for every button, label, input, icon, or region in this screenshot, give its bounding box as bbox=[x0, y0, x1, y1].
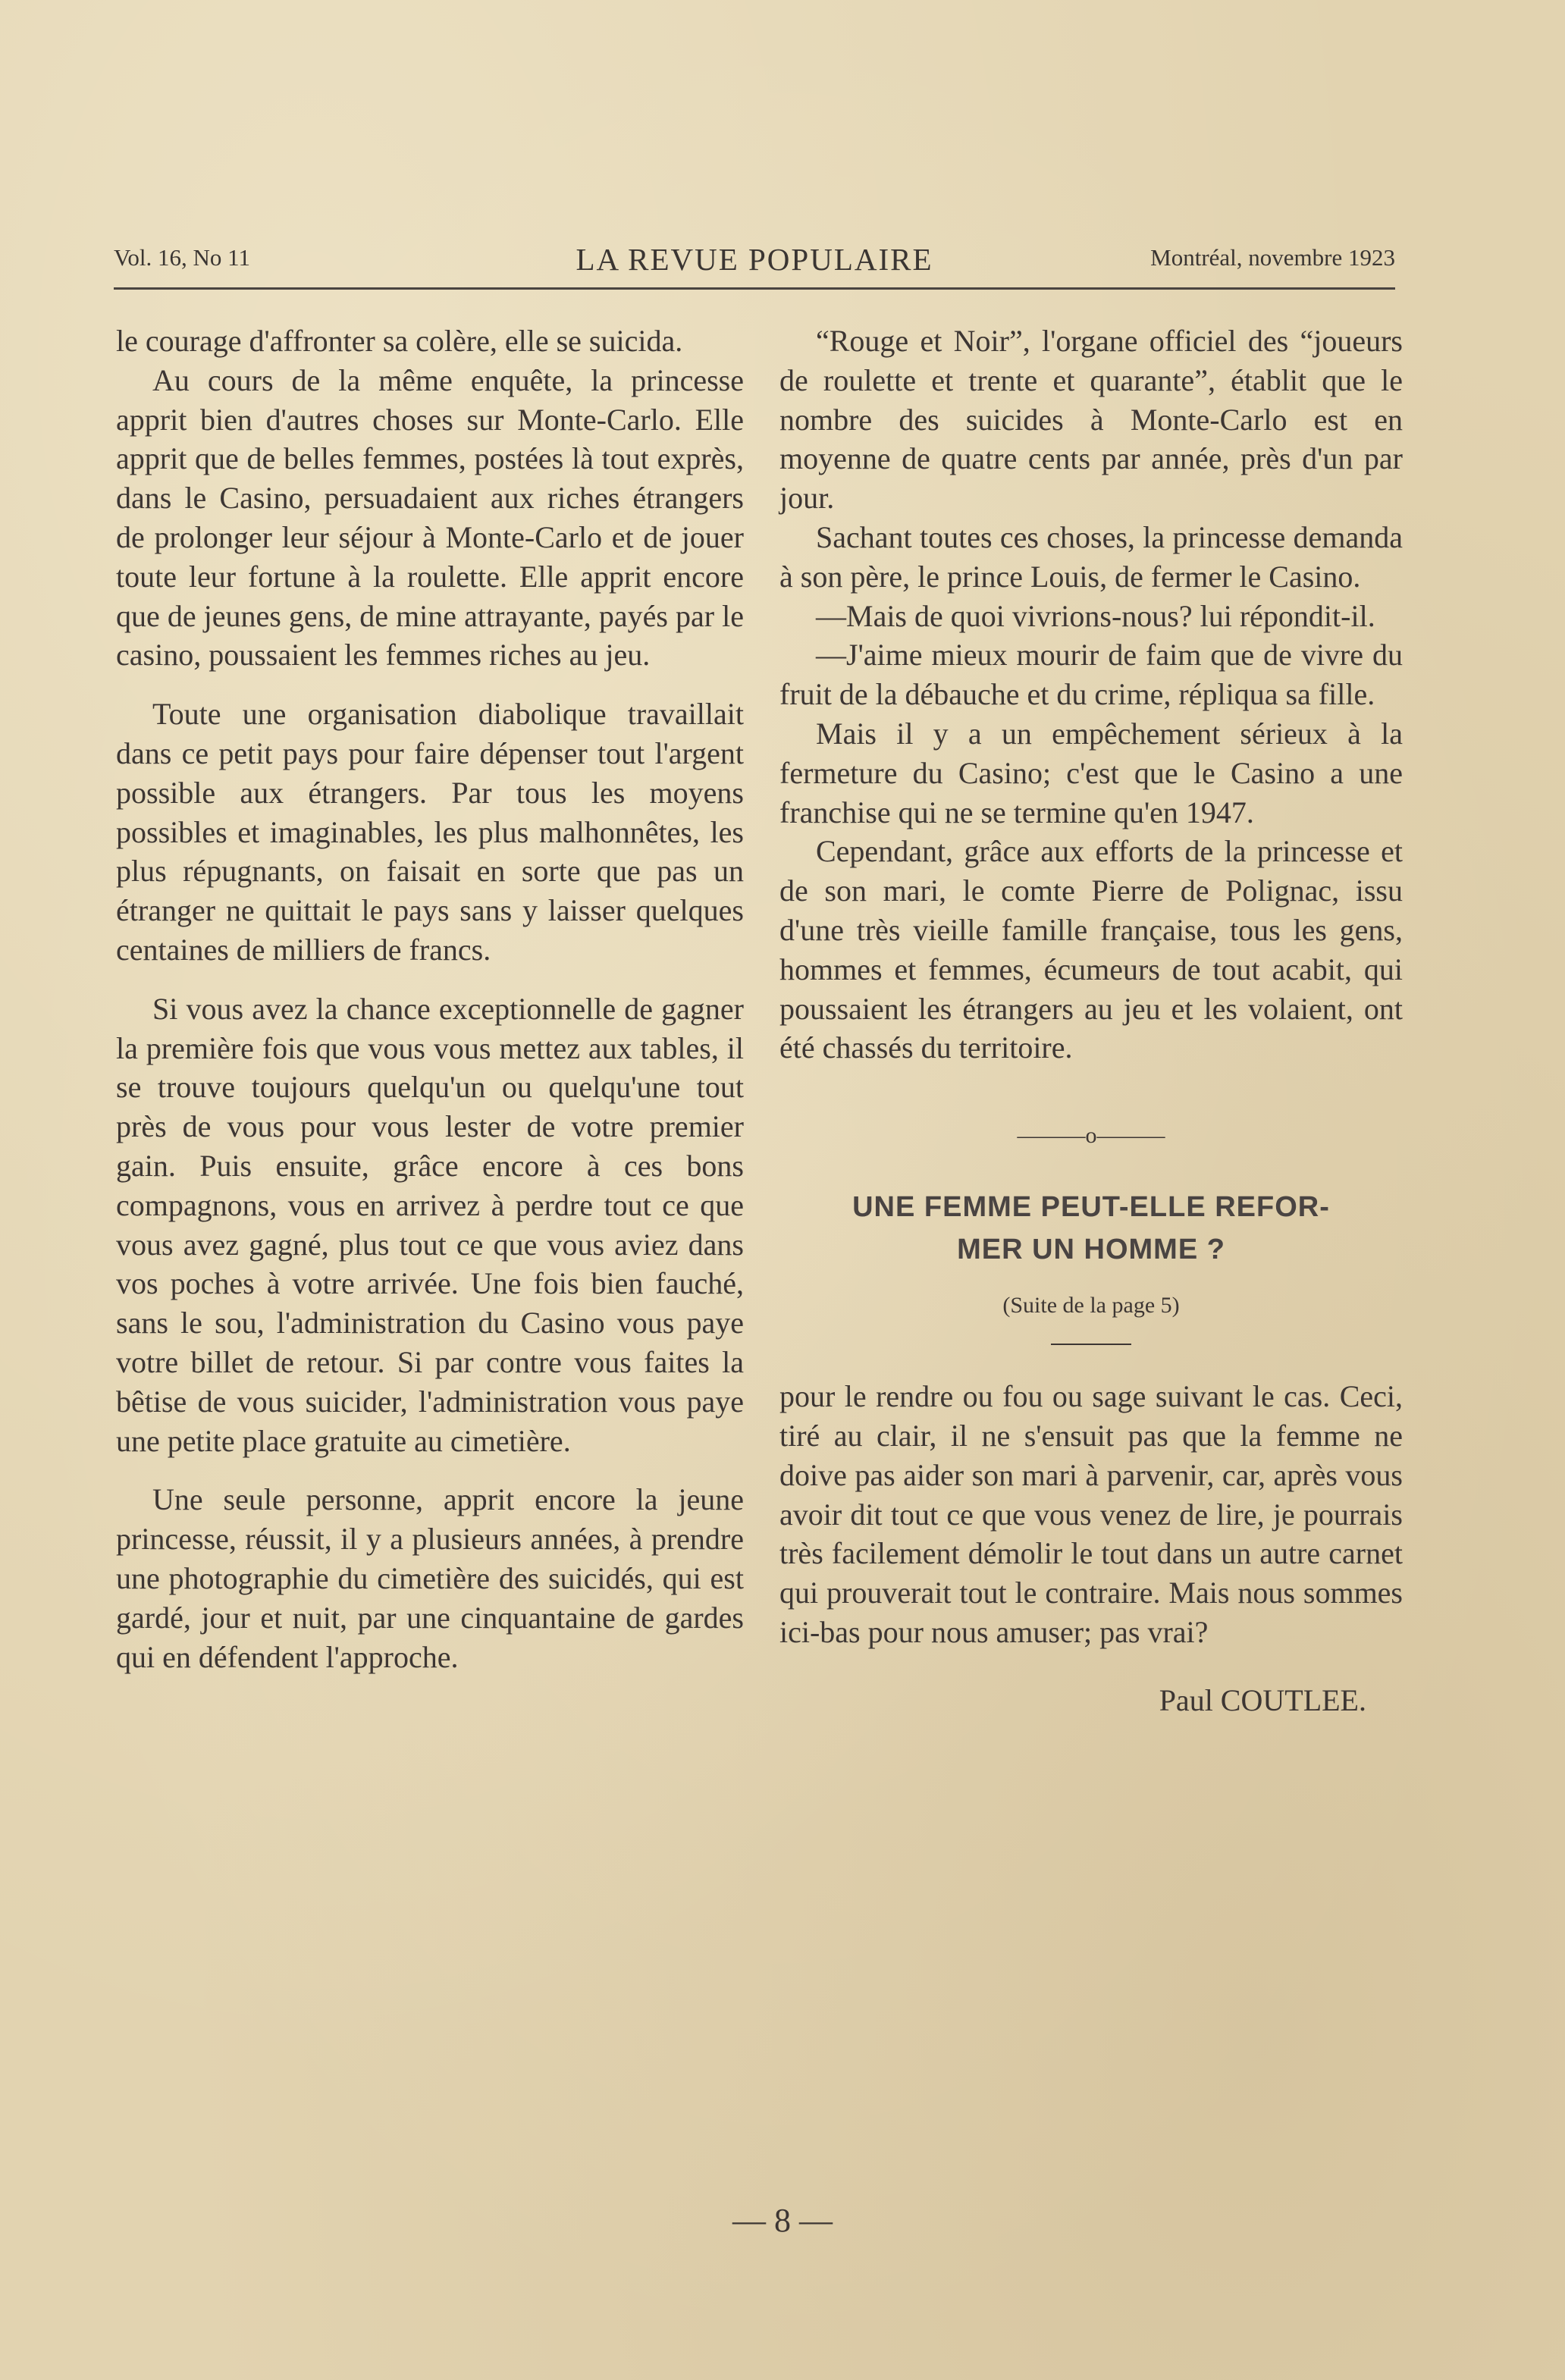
article-title-line-1: UNE FEMME PEUT-ELLE REFOR- bbox=[852, 1191, 1330, 1224]
paragraph: —J'aime mieux mourir de faim que de vivre du fruit de la débauche et du crime, répliqua sa fille. bbox=[779, 638, 1403, 712]
author-signature: Paul COUTLEE. bbox=[1159, 1682, 1366, 1717]
publication-title: LA REVUE POPULAIRE bbox=[576, 242, 933, 277]
left-column bbox=[116, 321, 744, 1676]
paragraph: Au cours de la même enquête, la princesse apprit bien d'autres choses sur Monte-Carlo. Elle apprit que de belles femmes, postées là tout exprès, dans le Casino, persuadaient aux riches étrangers de prolonger leur séjour à Monte-Carlo et de jouer toute leur fortune à la roulette. Elle apprit encore que de jeunes gens, de mine attrayante, payés par le casino, poussaient les femmes riches au jeu. bbox=[116, 362, 744, 673]
paragraph: Toute une organisation diabolique travaillait dans ce petit pays pour faire dépenser tout l'argent possible aux étrangers. Par tous les moyens possibles et imaginables, les plus malhonnêtes, les plus répugnants, on faisait en sorte que pas un étranger ne quittait le pays sans y laisser quelques centaines de milliers de francs. bbox=[116, 697, 744, 967]
paragraph: —Mais de quoi vivrions-nous? lui répondit-il. bbox=[816, 598, 1375, 633]
paragraph: Cependant, grâce aux efforts de la princesse et de son mari, le comte Pierre de Polignac, issu d'une très vieille famille française, tous les gens, hommes et femmes, écumeurs de tout acabit, qui poussaient les étrangers au jeu et les volaient, ont été chassés du territoire. bbox=[779, 834, 1403, 1065]
running-header bbox=[114, 241, 1395, 279]
paragraph: Sachant toutes ces choses, la princesse demanda à son père, le prince Louis, de fermer le Casino. bbox=[779, 519, 1403, 594]
article-title-line-2: MER UN HOMME ? bbox=[957, 1234, 1225, 1266]
right-column bbox=[779, 321, 1403, 1720]
paragraph: Mais il y a un empêchement sérieux à la fermeture du Casino; c'est que le Casino a une franchise qui ne se termine qu'en 1947. bbox=[779, 716, 1403, 829]
paragraph: Une seule personne, apprit encore la jeune princesse, réussit, il y a plusieurs années, à prendre une photographie du cimetière des suicidés, qui est gardé, jour et nuit, par une cinquantaine de gardes qui en défendent l'approche. bbox=[116, 1482, 744, 1674]
paragraph: Si vous avez la chance exceptionnelle de gagner la première fois que vous vous mettez aux tables, il se trouve toujours quelqu'un ou quelqu'une tout près de vous pour vous lester de votre premier gain. Puis ensuite, grâce encore à ces bons compagnons, vous en arrivez à perdre tout ce que vous avez gagné, plus tout ce que vous aviez dans vos poches à votre arrivée. Une fois bien fauché, sans le sou, l'administration du Casino vous paye votre billet de retour. Si par contre vous faites la bêtise de vous suicider, l'administration vous paye une petite place gratuite au cimetière. bbox=[116, 991, 744, 1458]
article-paragraph: pour le rendre ou fou ou sage suivant le cas. Ceci, tiré au clair, il ne s'ensuit pas que la femme ne doive pas aider son mari à parvenir, car, après vous avoir dit tout ce que vous venez de lire, je pourrais très facilement démolir le tout dans un autre carnet qui prouverait tout le contraire. Mais nous sommes ici-bas pour nous amuser; pas vrai? bbox=[779, 1379, 1403, 1649]
page-number: — 8 — bbox=[732, 2202, 833, 2239]
paragraph: “Rouge et Noir”, l'organe officiel des “joueurs de roulette et trente et quarante”, établit que le nombre des suicides à Monte-Carlo est en moyenne de quatre cents par année, près d'un par jour. bbox=[779, 324, 1403, 516]
paragraph: le courage d'affronter sa colère, elle se suicida. bbox=[116, 324, 683, 358]
volume-number: Vol. 16, No 11 bbox=[114, 244, 250, 271]
continued-from-note: (Suite de la page 5) bbox=[1002, 1293, 1180, 1319]
section-ornament: ———o——— bbox=[1017, 1123, 1165, 1149]
place-date: Montréal, novembre 1923 bbox=[1150, 244, 1395, 271]
header-rule bbox=[114, 287, 1395, 290]
short-divider bbox=[1051, 1344, 1131, 1345]
